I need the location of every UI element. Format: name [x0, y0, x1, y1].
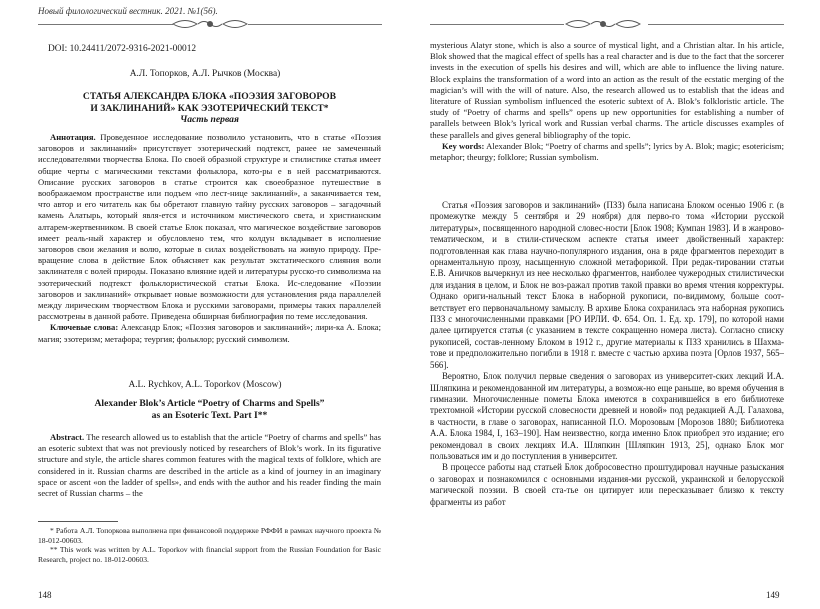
title-en-line2: as an Esoteric Text. Part I** [151, 409, 268, 421]
paragraph-1: Статья «Поэзия заговоров и заклинаний» (ПЗЗ) была написана Блоком осенью 1906 г. (в промежутке между 5 сентября и 29 ноября) для перво-го тома «Истории русской литературы», посвященного народной словес-ности [Блок 1908; Кумпан 1983]. И в жанрово-тематическом, и в стили-стическом аспекте статья имеет двойственный характер: подготовленная как глава научно-популярного издания, она в ряде фрагментов переходит в орнаментальную прозу, насыщенную сложной метафорикой. При редак-тировании статьи Е.В. Аничков вычеркнул из нее несколько фрагментов, наиболее чужеродных стилистически для издания в целом, и Блок не воз-ражал против такой правки во время чтения корректуры. Однако ориги-нальный текст Блока в наборной рукописи, по-видимому, больше соот-ветствует его первоначальному замыслу. В архиве Блока сохранилась эта наборная рукопись ПЗЗ с многочисленными правками [РО ИРЛИ. Ф. 654. Оп. 1. Ед. хр. 179], по которой нами далее цитируется статья (с указанием в тексте сокращенно номера листа). Согласно списку рукописей, состав-ленному Блоком в 1912 г., другие материалы к ПЗЗ хранились в Шахма-тове и предположительно погибли в 1918 г. вместе с частью архива поэта [Орлов 1937, 565–566]. [430, 200, 784, 370]
header-rule-right [248, 24, 382, 25]
ornament-icon [165, 17, 255, 31]
header-rule-left-r [430, 24, 564, 25]
title-ru-line2: И ЗАКЛИНАНИЙ» КАК ЭЗОТЕРИЧЕСКИЙ ТЕКСТ* [90, 102, 329, 114]
right-page [410, 0, 820, 609]
title-ru-part: Часть первая [180, 114, 239, 125]
header-rule-left [38, 24, 173, 25]
abstract-label: Аннотация. [50, 132, 96, 142]
footnote-1: * Работа А.Л. Топоркова выполнена при финансовой поддержке РФФИ в рамках научного проекта № 18-012-00603. [38, 526, 381, 545]
journal-running-header: Новый филологический вестник. 2021. №1(56). [38, 6, 218, 16]
abstract-ru [38, 132, 381, 345]
keywords-en-label: Key words: [442, 140, 485, 151]
footnote-rule [38, 521, 118, 522]
page-number-left: 148 [38, 590, 52, 600]
title-ru-line1: СТАТЬЯ АЛЕКСАНДРА БЛОКА «ПОЭЗИЯ ЗАГОВОРОВ [82, 91, 337, 102]
abstract-text: Проведенное исследование позволило установить, что в статье «Поэзия заговоров и заклинаний» присутствует эзотерический подтекст, ранее не замеченный исследователями творчества Блока. По своей образной структуре и стилистике статья имеет общие черты с магическими текстами фольклора, кото-ры е в ней рассматриваются. Описание русских заговоров в статье строится как своеобразное путешествие в воображаемом пространстве или подъем «по лест-нице заклинаний», а заканчивается тем, что автор и его читатель как бы обретают главную тайну русских заговоров – загадочный камень Алатырь, который явля-ется и источником мистического света, и христианским алтарем-жертвенником. В своей статье Блок показал, что магическое воздействие заговоров имеет реаль-ный характер и обусловлено тем, что колдун вкладывает в исполнение заговоров свои желания и волю, которые в силах воздействовать на живую природу. Пре-вращение слова в действие Блок объясняет как результат экстатического слияния воли заклинателя с волей природы. Показано влияние идей и литературы русско-го символизма на эзотерический подтекст фольклористической статьи Блока. Ис-следование «Поэзии заговоров и заклинаний» открывает новые возможности для установления ряда параллелей между лирическим творчеством Блока и русскими заговорами, примеры таких параллелей рассмотрены в данной работе. Приведена обширная библиография по теме исследования. [38, 132, 381, 322]
article-title-ru [38, 91, 381, 126]
abstract-en [38, 432, 381, 499]
authors-en: A.L. Rychkov, A.L. Toporkov (Moscow) [128, 380, 282, 390]
paragraph-2: Вероятно, Блок получил первые сведения о заговорах из университет-ских лекций И.А. Шляпкина и рекомендованной им литературы, а возмож-но еще раньше, во время обучения в гимназии. Многочисленные пометы Блока имеются в сохранившейся в его библиотеке трехтомной «Истории русской словесности древней и новой» под редакцией А.Д. Галахова, в частности, в главе о заговорах, написанной П.О. Морозовым [Морозов 1880; Библиотека А.А. Блока 1984, I, 163–190]. Нам неизвестно, когда именно Блок приобрел это издание; его рекомендовал в своих лекциях И.А. Шляпкин [Шляпкин 1913, 25], однако Блок мог пользоваться им и до поступления в университет. [430, 371, 784, 461]
paragraph-3: В процессе работы над статьей Блок добросовестно проштудировал научные разыскания о заговорах и познакомился с основными издания-ми русской, украинской и белорусской магической поэзии. В своей ста-тье он цитирует или пересказывает близко к тексту фрагменты из работ [430, 462, 784, 507]
abstract-en-text: The research allowed us to establish that the article “Poetry of charms and spells” has an esoteric subtext that was not previously noticed by researchers of Blok’s work. In its figurative structure and style, the article shares common features with the magical texts of folklore, which are considered in it. Russian charms are described in the article as a kind of journey in an imaginary space or ascent «on the ladder of spells», and ends with the author and his reader finding the main secret of Russian charms – the [38, 432, 381, 499]
authors-ru: А.Л. Топорков, А.Л. Рычков (Москва) [129, 69, 281, 79]
abstract-en-continued [430, 40, 784, 163]
page-number-right: 149 [766, 590, 780, 600]
title-en-line1: Alexander Blok’s Article “Poetry of Charms and Spells” [94, 398, 325, 409]
doi: DOI: 10.24411/2072-9316-2021-00012 [48, 44, 197, 54]
keywords-label: Ключевые слова: [50, 322, 119, 333]
header-rule-right-r [648, 24, 784, 25]
article-title-en [38, 398, 381, 421]
keywords-text: Александр Блок; «Поэзия заговоров и заклинаний»; лири-ка А. Блока; магия; эзотеризм; метафора; теургия; фольклор; русский символизм. [38, 322, 381, 344]
footnote-2: ** This work was written by A.L. Toporkov with financial support from the Russian Foundation for Basic Research, project no. 18-012-00603. [38, 545, 381, 564]
footnotes [38, 526, 381, 564]
keywords-en-text: Alexander Blok; “Poetry of charms and spells”; lyrics by A. Blok; magic; esotericism; metaphor; theurgy; folklore; Russian symbolism. [430, 140, 784, 163]
abstract-en-continued-text: mysterious Alatyr stone, which is also a source of mystical light, and a Christian altar. In his article, Blok showed that the magical effect of spells has a real character and is due to the fact that the sorcerer invests in the execution of spells his desires and will, which are able to influence the living nature. Block explains the transformation of a word into an action as the result of the ecstatic merging of the magician’s will with the will of nature. Also, the research allowed us to establish that the ideas and literature of Russian symbolism influenced the esoteric subtext of A. Blok’s folkloristic article. The study of “Poetry of charms and spells” opens up new opportunities for establishing a number of parallels between Blok’s lyrical work and Russian verbal charms. The article discusses examples of these parallels and gives general bibliography of the topic. [430, 40, 784, 140]
abstract-en-label: Abstract. [50, 432, 85, 442]
main-text [430, 200, 784, 508]
ornament-icon-right [558, 17, 648, 31]
